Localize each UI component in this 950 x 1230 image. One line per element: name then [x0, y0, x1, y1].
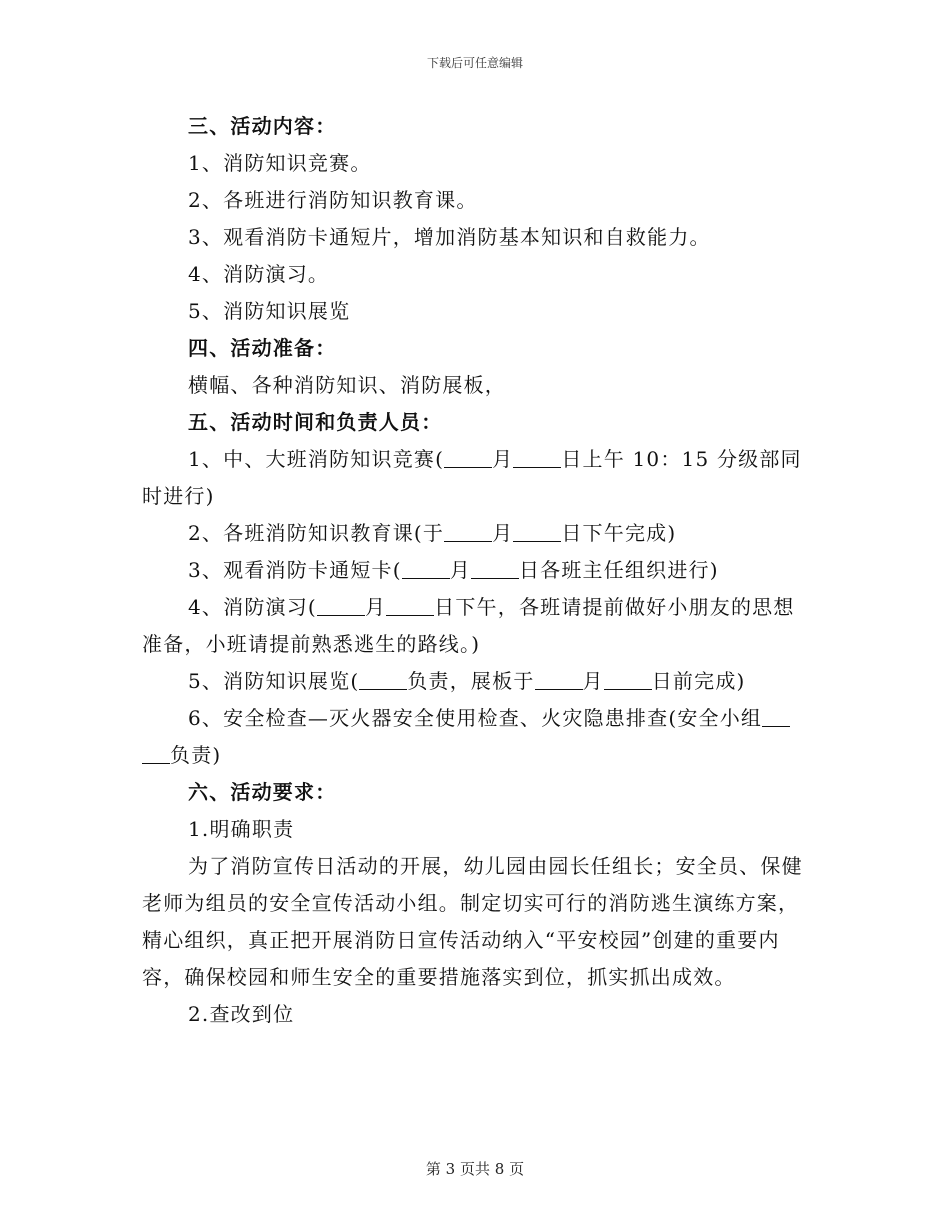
schedule-item-1: 1、中、大班消防知识竞赛( 月 日上午 10：15 分级部同时进行): [142, 447, 802, 508]
section-6-title: 六、活动要求：: [188, 780, 337, 804]
subheading-2: 2.查改到位: [188, 1002, 295, 1026]
subheading-1: 1.明确职责: [188, 817, 295, 841]
list-item: 1、消防知识竞赛。: [188, 151, 372, 175]
list-item: 3、观看消防卡通短片，增加消防基本知识和自救能力。: [188, 225, 711, 249]
schedule-item-2: 2、各班消防知识教育课(于 月 日下午完成): [188, 521, 677, 545]
list-item: 4、消防演习。: [188, 262, 330, 286]
section-5-title: 五、活动时间和负责人员：: [188, 410, 443, 434]
section-4-title: 四、活动准备：: [188, 336, 337, 360]
section-3-title: 三、活动内容：: [188, 114, 337, 138]
schedule-item-4: 4、消防演习( 月 日下午，各班请提前做好小朋友的思想准备，小班请提前熟悉逃生的路线。): [142, 595, 795, 656]
list-item: 5、消防知识展览: [188, 299, 351, 323]
schedule-item-6: 6、安全检查—灭火器安全使用检查、火灾隐患排查(安全小组负责): [142, 700, 812, 774]
paragraph-1: 为了消防宣传日活动的开展，幼儿园由园长任组长；安全员、保健老师为组员的安全宣传活动小组。制定切实可行的消防逃生演练方案，精心组织，真正把开展消防日宣传活动纳入“平安校园”创建的重要内容，确保校园和师生安全的重要措施落实到位，抓实抓出成效。: [142, 854, 803, 989]
page-number: 第 3 页共 8 页: [425, 1160, 525, 1178]
document-body: [142, 108, 812, 1033]
section-4-text: 横幅、各种消防知识、消防展板，: [188, 373, 506, 397]
schedule-item-5: 5、消防知识展览( 负责，展板于 月 日前完成): [188, 669, 746, 693]
page-header: 下载后可任意编辑: [426, 56, 523, 70]
list-item: 2、各班进行消防知识教育课。: [188, 188, 478, 212]
schedule-item-3: 3、观看消防卡通短卡( 月 日各班主任组织进行): [188, 558, 719, 582]
